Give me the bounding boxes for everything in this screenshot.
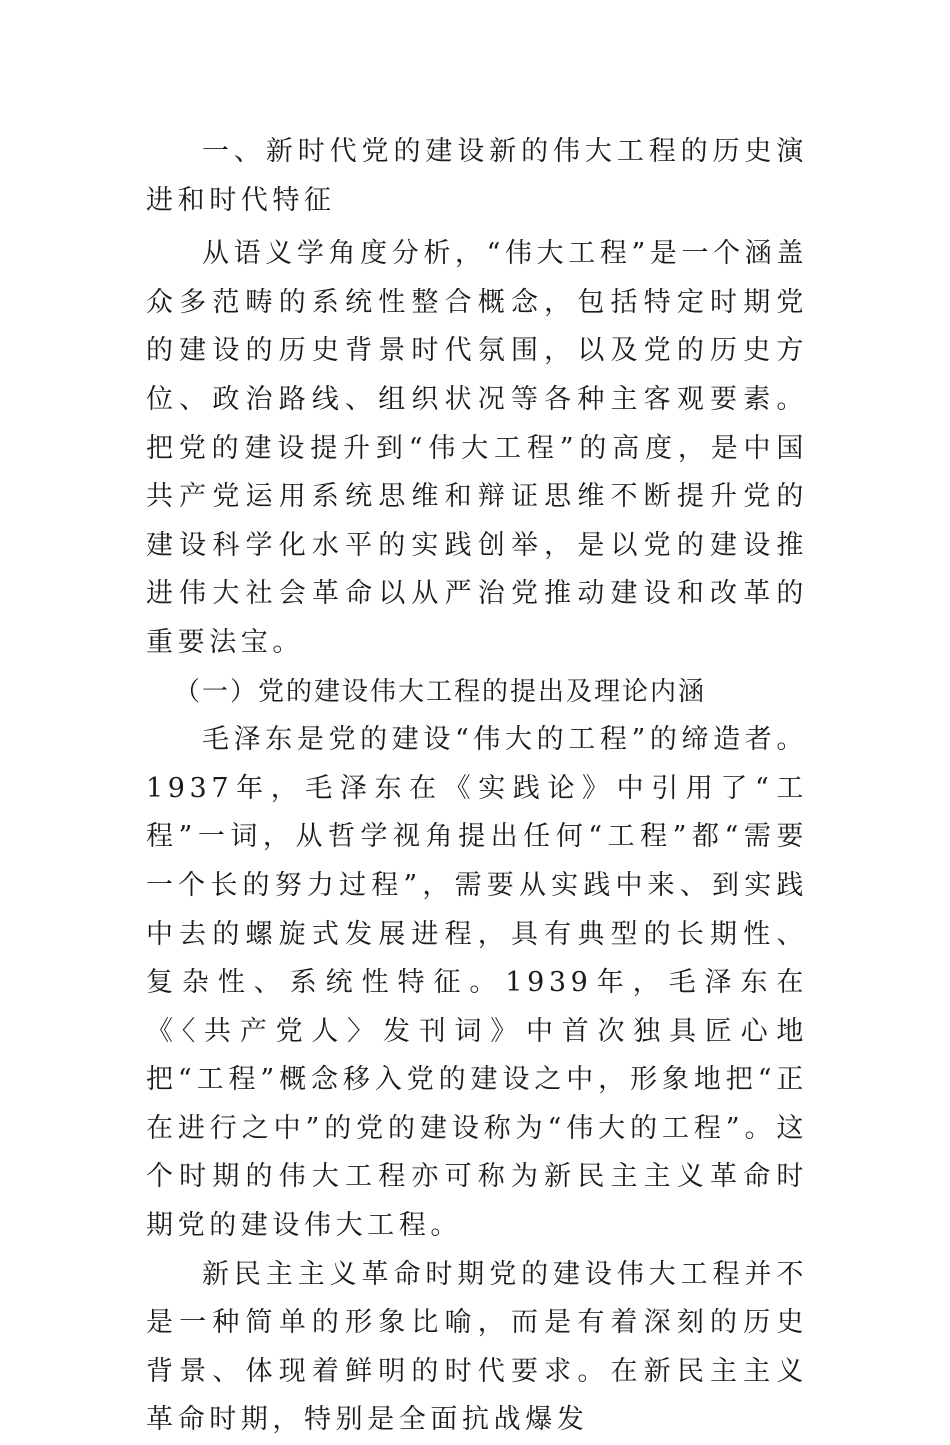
section-heading: 一、新时代党的建设新的伟大工程的历史演进和时代特征: [146, 136, 808, 216]
subsection-heading: （一）党的建设伟大工程的提出及理论内涵: [174, 676, 707, 707]
paragraph-1: 从语义学角度分析，“伟大工程”是一个涵盖众多范畴的系统性整合概念，包括特定时期党的建设的历史背景时代氛围，以及党的历史方位、政治路线、组织状况等各种主客观要素。把党的建设提升到“伟大工程”的高度，是中国共产党运用系统思维和辩证思维不断提升党的建设科学化水平的实践创举，是以党的建设推进伟大社会革命以从严治党推动建设和改革的重要法宝。: [146, 238, 808, 658]
document-page: [146, 128, 808, 1445]
paragraph-2: 毛泽东是党的建设“伟大的工程”的缔造者。1937年，毛泽东在《实践论》中引用了“工程”一词，从哲学视角提出任何“工程”都“需要一个长的努力过程”，需要从实践中来、到实践中去的螺旋式发展进程，具有典型的长期性、复杂性、系统性特征。1939年，毛泽东在《〈共产党人〉发刊词》中首次独具匠心地把“工程”概念移入党的建设之中，形象地把“正在进行之中”的党的建设称为“伟大的工程”。这个时期的伟大工程亦可称为新民主主义革命时期党的建设伟大工程。: [146, 724, 808, 1242]
paragraph-3: 新民主主义革命时期党的建设伟大工程并不是一种简单的形象比喻，而是有着深刻的历史背景、体现着鲜明的时代要求。在新民主主义革命时期，特别是全面抗战爆发: [146, 1258, 808, 1436]
